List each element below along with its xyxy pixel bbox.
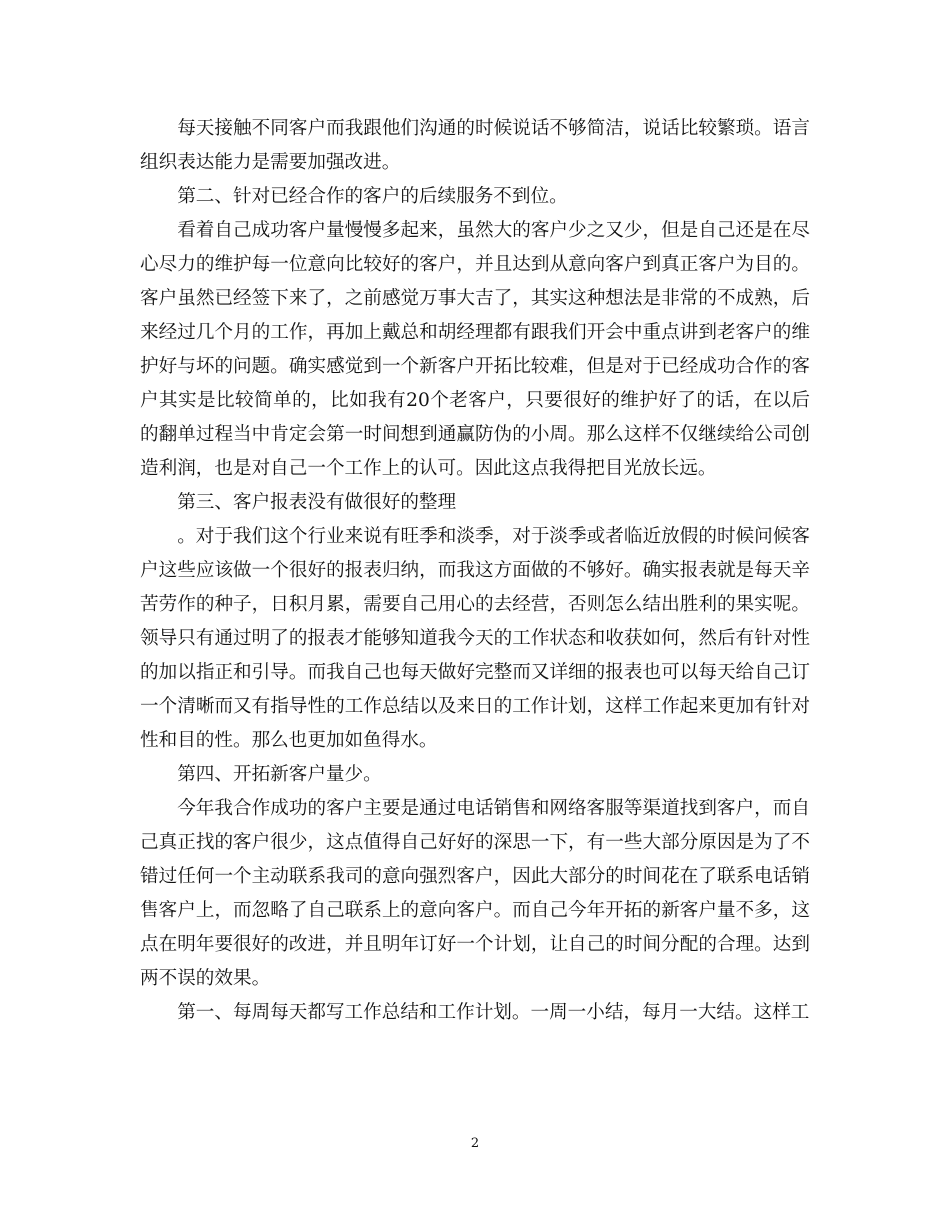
paragraph-weekly-summary: 第一、每周每天都写工作总结和工作计划。一周一小结，每月一大结。这样工 bbox=[177, 1002, 810, 1023]
paragraph-communication: 每天接触不同客户而我跟他们沟通的时候说话不够简洁，说话比较繁琐。语言组织表达能力是需要加强改进。 bbox=[140, 118, 810, 173]
document-body bbox=[140, 112, 810, 1030]
paragraph-client-maintenance: 看着自己成功客户量慢慢多起来，虽然大的客户少之又少，但是自己还是在尽心尽力的维护每一位意向比较好的客户，并且达到从意向客户到真正客户为目的。客户虽然已经签下来了，之前感觉万事大吉了，其实这种想法是非常的不成熟，后来经过几个月的工作，再加上戴总和胡经理都有跟我们开会中重点讲到老客户的维护好与坏的问题。确实感觉到一个新客户开拓比较难，但是对于已经成功合作的客户其实是比较简单的，比如我有20个老客户，只要很好的维护好了的话，在以后的翻单过程当中肯定会第一时间想到通赢防伪的小周。那么这样不仅继续给公司创造利润，也是对自己一个工作上的认可。因此这点我得把目光放长远。 bbox=[140, 220, 810, 479]
paragraph-new-clients: 今年我合作成功的客户主要是通过电话销售和网络客服等渠道找到客户，而自己真正找的客户很少，这点值得自己好好的深思一下，有一些大部分原因是为了不错过任何一个主动联系我司的意向强烈客户，因此大部分的时间花在了联系电话销售客户上，而忽略了自己联系上的意向客户。而自己今年开拓的新客户量不多，这点在明年要很好的改进，并且明年订好一个计划，让自己的时间分配的合理。达到两不误的效果。 bbox=[140, 798, 810, 989]
heading-third-point: 第三、客户报表没有做很好的整理 bbox=[177, 492, 457, 513]
paragraph-reports: 。对于我们这个行业来说有旺季和淡季，对于淡季或者临近放假的时候问候客户这些应该做一个很好的报表归纳，而我这方面做的不够好。确实报表就是每天辛苦劳作的种子，日积月累，需要自己用心的去经营，否则怎么结出胜利的果实呢。领导只有通过明了的报表才能够知道我今天的工作状态和收获如何，然后有针对性的加以指正和引导。而我自己也每天做好完整而又详细的报表也可以每天给自己订一个清晰而又有指导性的工作总结以及来日的工作计划，这样工作起来更加有针对性和目的性。那么也更加如鱼得水。 bbox=[140, 526, 810, 751]
page-number: 2 bbox=[470, 1136, 480, 1151]
heading-fourth-point: 第四、开拓新客户量少。 bbox=[177, 764, 382, 785]
heading-second-point: 第二、针对已经合作的客户的后续服务不到位。 bbox=[177, 186, 568, 207]
